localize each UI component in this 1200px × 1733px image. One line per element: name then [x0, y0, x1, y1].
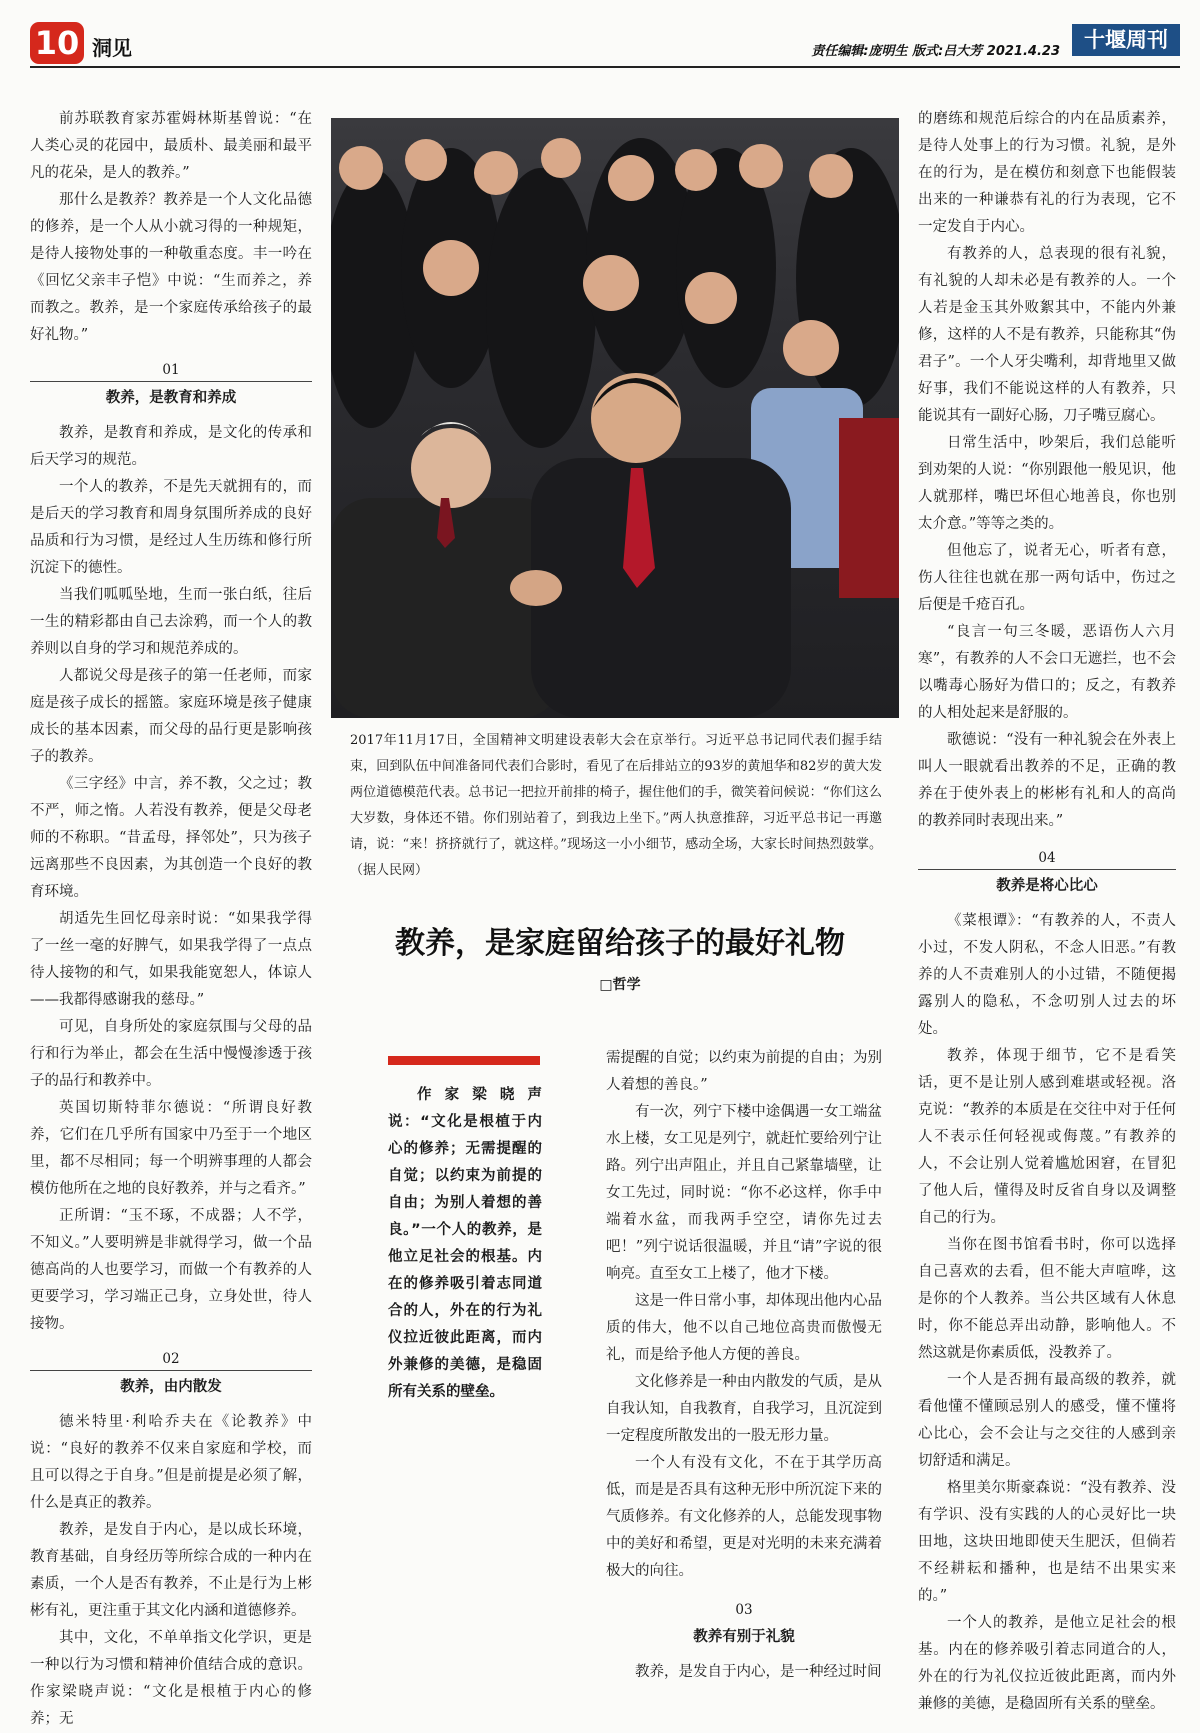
subhead-number: 01 [30, 359, 312, 382]
article-title: 教养，是家庭留给孩子的最好礼物 [395, 926, 845, 961]
paragraph: 英国切斯特菲尔德说：“所谓良好教养，它们在几乎所有国家中乃至于一个地区里，都不尽相同；每一个明辨事理的人都会模仿他所在之地的良好教养，并与之看齐。” [30, 1100, 312, 1197]
paragraph: 人都说父母是孩子的第一任老师，而家庭是孩子成长的摇篮。家庭环境是孩子健康成长的基本因素，而父母的品行更是影响孩子的教养。 [30, 668, 312, 765]
paragraph: 当我们呱呱坠地，生而一张白纸，往后一生的精彩都由自己去涂鸦，而一个人的教养则以自身的学习和规范养成的。 [30, 587, 312, 657]
photo-caption: 2017年11月17日，全国精神文明建设表彰大会在京举行。习近平总书记同代表们握手结束，回到队伍中间准备同代表们合影时，看见了在后排站立的93岁的黄旭华和82岁的黄大发两位道德模范代表。总书记一把拉开前排的椅子，握住他们的手，微笑着问候说：“你们这么大岁数，身体还不错。你们别站着了，到我边上坐下。”两人执意推辞，习近平总书记一再邀请，说：“来！挤挤就行了，就这样。”现场这一小小细节，感动全场，大家长时间热烈鼓掌。（据人民网） [350, 733, 882, 878]
pullquote-bar [388, 1056, 540, 1065]
paragraph: 一个人有没有文化，不在于其学历高低，而是是否具有这种无形中所沉淀下来的气质修养。有文化修养的人，总能发现事物中的美好和希望，更是对光明的未来充满着极大的向往。 [606, 1455, 882, 1579]
paragraph: 可见，自身所处的家庭氛围与父母的品行和行为举止，都会在生活中慢慢渗透于孩子的品行和教养中。 [30, 1019, 312, 1089]
column-right [918, 106, 1176, 1718]
paragraph: 但他忘了，说者无心，听者有意，伤人往往也就在那一两句话中，伤过之后便是千疮百孔。 [918, 543, 1176, 613]
subhead-title: 教养，由内散发 [120, 1379, 222, 1395]
paragraph: 的磨练和规范后综合的内在品质素养，是待人处事上的行为习惯。礼貌，是外在的行为，是在模仿和刻意下也能假装出来的一种谦恭有礼的行为表现，它不一定发自于内心。 [918, 111, 1176, 235]
paragraph: 教养，是发自于内心，是以成长环境，教育基础，自身经历等所综合成的一种内在素质，一个人是否有教养，不止是行为上彬彬有礼，更注重于其文化内涵和道德修养。 [30, 1522, 312, 1619]
subhead-title: 教养，是教育和养成 [105, 390, 237, 406]
paragraph: 日常生活中，吵架后，我们总能听到劝架的人说：“你别跟他一般见识，他人就那样，嘴巴坏但心地善良，你也别太介意。”等等之类的。 [918, 435, 1176, 532]
byline: □哲学 [599, 977, 641, 993]
paragraph: 当你在图书馆看书时，你可以选择自己喜欢的去看，但不能大声喧哗，这是你的个人教养。当公共区域有人休息时，你不能总弄出动静，影响他人。不然这就是你素质低，没教养了。 [918, 1237, 1176, 1361]
column-left [30, 106, 312, 1733]
paragraph: 需提醒的自觉；以约束为前提的自由；为别人着想的善良。” [606, 1050, 882, 1093]
paragraph: 胡适先生回忆母亲时说：“如果我学得了一丝一毫的好脾气，如果我学得了一点点待人接物的和气，如果我能宽恕人，体谅人——我都得感谢我的慈母。” [30, 911, 312, 1008]
pullquote-text: 作家梁晓声说：“文化是根植于内心的修养；无需提醒的自觉；以约束为前提的自由；为别人着想的善良。”一个人的教养，是他立足社会的根基。内在的修养吸引着志同道合的人，外在的行为礼仪拉近彼此距离，而内外兼修的美德，是稳固所有关系的壁垒。 [388, 1087, 542, 1400]
paragraph: 《三字经》中言，养不教，父之过；教不严，师之惰。人若没有教养，便是父母老师的不称职。“昔孟母，择邻处”，只为孩子远离那些不良因素，为其创造一个良好的教育环境。 [30, 776, 312, 900]
paragraph: 这是一件日常小事，却体现出他内心品质的伟大，他不以自己地位高贵而傲慢无礼，而是给予他人方便的善良。 [606, 1293, 882, 1363]
paragraph: 一个人的教养，不是先天就拥有的，而是后天的学习教育和周身氛围所养成的良好品质和行为习惯，是经过人生历练和修行所沉淀下的德性。 [30, 479, 312, 576]
subhead-01 [30, 359, 312, 410]
paragraph: 《菜根谭》：“有教养的人，不责人小过，不发人阴私，不念人旧恶。”有教养的人不责难别人的小过错，不随便揭露别人的隐私，不念叨别人过去的坏处。 [918, 913, 1176, 1037]
subhead-number: 04 [918, 847, 1176, 870]
paragraph: 那什么是教养？教养是一个人文化品德的修养，是一个人从小就习得的一种规矩，是待人接物处事的一种敬重态度。丰一吟在《回忆父亲丰子恺》中说：“生而养之，养而教之。教养，是一个家庭传承给孩子的最好礼物。” [30, 192, 312, 343]
paragraph: 其中，文化，不单单指文化学识，更是一种以行为习惯和精神价值结合成的意识。作家梁晓声说：“文化是根植于内心的修养；无 [30, 1630, 312, 1727]
photo-illustration [331, 118, 899, 718]
paragraph: 一个人是否拥有最高级的教养，就看他懂不懂顾忌别人的感受，懂不懂将心比心，会不会让与之交往的人感到亲切舒适和满足。 [918, 1372, 1176, 1469]
page-header [30, 22, 1180, 68]
paragraph: 前苏联教育家苏霍姆林斯基曾说：“在人类心灵的花园中，最质朴、最美丽和最平凡的花朵，是人的教养。” [30, 111, 312, 181]
subhead-04 [918, 847, 1176, 898]
paragraph: 正所谓：“玉不琢，不成器；人不学，不知义。”人要明辨是非就得学习，做一个品德高尚的人也要学习，而做一个有教养的人更要学习，学习端正己身，立身处世，待人接物。 [30, 1208, 312, 1332]
column-middle [606, 1045, 882, 1686]
paragraph: 教养，是教育和养成，是文化的传承和后天学习的规范。 [30, 425, 312, 468]
paragraph: 格里美尔斯豪森说：“没有教养、没有学识、没有实践的人的心灵好比一块田地，这块田地即使天生肥沃，但倘若不经耕耘和播种，也是结不出果实来的。” [918, 1480, 1176, 1604]
masthead-logo: 十堰周刊 [1072, 24, 1180, 56]
paragraph: 德米特里·利哈乔夫在《论教养》中说：“良好的教养不仅来自家庭和学校，而且可以得之于自身。”但是前提是必须了解，什么是真正的教养。 [30, 1414, 312, 1511]
paragraph: 歌德说：“没有一种礼貌会在外表上叫人一眼就看出教养的不足，正确的教养在于使外表上的彬彬有礼和人的高尚的教养同时表现出来。” [918, 732, 1176, 829]
paragraph: “良言一句三冬暖，恶语伤人六月寒”，有教养的人不会口无遮拦，也不会以嘴毒心肠好为借口的；反之，有教养的人相处起来是舒服的。 [918, 624, 1176, 721]
paragraph: 教养，体现于细节，它不是看笑话，更不是让别人感到难堪或轻视。洛克说：“教养的本质是在交往中对于任何人不表示任何轻视或侮蔑。”有教养的人，不会让别人觉着尴尬困窘，在冒犯了他人后，懂得及时反省自身以及调整自己的行为。 [918, 1048, 1176, 1226]
editor-credits: 责任编辑:庞明生 版式:吕大芳 2021.4.23 [811, 44, 1060, 59]
paragraph: 文化修养是一种由内散发的气质，是从自我认知，自我教育，自我学习，且沉淀到一定程度所散发出的一股无形力量。 [606, 1374, 882, 1444]
paragraph: 一个人的教养，是他立足社会的根基。内在的修养吸引着志同道合的人，外在的行为礼仪拉近彼此距离，而内外兼修的美德，是稳固所有关系的壁垒。 [918, 1615, 1176, 1712]
paragraph: 有教养的人，总表现的很有礼貌，有礼貌的人却未必是有教养的人。一个人若是金玉其外败絮其中，不能内外兼修，这样的人不是有教养，只能称其“伪君子”。一个人牙尖嘴利，却背地里又做好事，我们不能说这样的人有教养，只能说其有一副好心肠，刀子嘴豆腐心。 [918, 246, 1176, 424]
paragraph: 有一次，列宁下楼中途偶遇一女工端盆水上楼，女工见是列宁，就赶忙要给列宁让路。列宁出声阻止，并且自己紧靠墙壁，让女工先过，同时说：“你不必这样，你手中端着水盆，而我两手空空，请你先过去吧！”列宁说话很温暖，并且“请”字说的很响亮。直至女工上楼了，他才下楼。 [606, 1104, 882, 1282]
subhead-number: 03 [735, 1602, 753, 1618]
subhead-title: 教养有别于礼貌 [693, 1629, 795, 1645]
section-name: 洞见 [92, 36, 132, 60]
subhead-02 [30, 1348, 312, 1399]
subhead-03 [606, 1599, 882, 1649]
news-photo [331, 118, 899, 718]
pullquote [388, 1082, 542, 1406]
paragraph: 教养，是发自于内心，是一种经过时间 [635, 1664, 882, 1680]
subhead-number: 02 [30, 1348, 312, 1371]
subhead-title: 教养是将心比心 [996, 878, 1098, 894]
page-number: 10 [30, 22, 84, 64]
header-rule [30, 66, 1180, 68]
